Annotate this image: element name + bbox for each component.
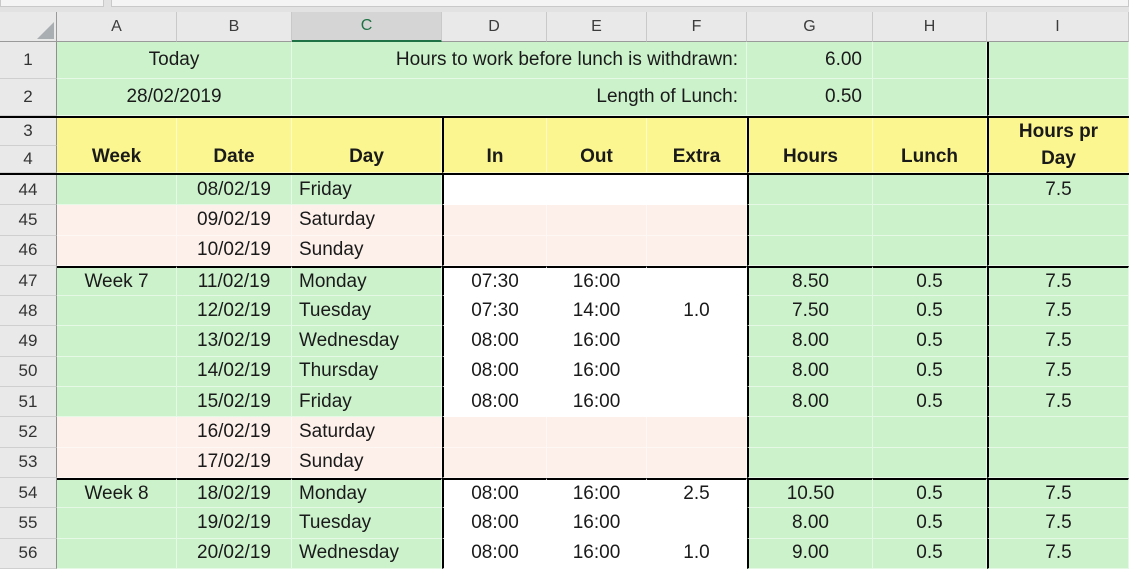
row-header-2[interactable]: 2 (0, 79, 57, 116)
cell-A55[interactable] (57, 508, 177, 538)
table-header-band (0, 116, 1129, 175)
cell-H47[interactable]: 0.5 (873, 266, 987, 296)
cell-F53[interactable] (647, 448, 747, 478)
row-header-3[interactable]: 3 (0, 118, 57, 146)
cell-I56[interactable]: 7.5 (987, 539, 1129, 569)
select-all-triangle-icon (37, 22, 54, 39)
cell-E45[interactable] (547, 205, 647, 235)
cell-lunch-length-label[interactable]: Length of Lunch: (292, 79, 747, 116)
column-header-row (0, 12, 1129, 42)
cell-B53[interactable]: 17/02/19 (177, 448, 292, 478)
cell-I49[interactable]: 7.5 (987, 326, 1129, 356)
sheet-row-52 (0, 417, 1129, 447)
header-hours[interactable]: Hours (747, 118, 873, 173)
cell-A56[interactable] (57, 539, 177, 569)
data-rows (0, 175, 1129, 569)
cell-D56[interactable]: 08:00 (442, 539, 547, 569)
sheet-row-45 (0, 205, 1129, 235)
cell-E44[interactable] (547, 175, 647, 205)
header-date[interactable]: Date (177, 118, 292, 173)
cell-E48[interactable]: 14:00 (547, 296, 647, 326)
header-out[interactable]: Out (547, 118, 647, 173)
cell-I52[interactable] (987, 417, 1129, 447)
cell-D54[interactable]: 08:00 (442, 478, 547, 508)
sheet-row-2 (0, 79, 1129, 116)
cell-B49[interactable]: 13/02/19 (177, 326, 292, 356)
cell-I50[interactable]: 7.5 (987, 357, 1129, 387)
cell-C44[interactable]: Friday (292, 175, 442, 205)
cell-B55[interactable]: 19/02/19 (177, 508, 292, 538)
cell-threshold-label[interactable]: Hours to work before lunch is withdrawn: (292, 42, 747, 79)
cell-E49[interactable]: 16:00 (547, 326, 647, 356)
cell-D55[interactable]: 08:00 (442, 508, 547, 538)
cell-G50[interactable]: 8.00 (747, 357, 873, 387)
cell-D53[interactable] (442, 448, 547, 478)
cell-H50[interactable]: 0.5 (873, 357, 987, 387)
header-extra[interactable]: Extra (647, 118, 747, 173)
cell-C47[interactable]: Monday (292, 266, 442, 296)
cell-G48[interactable]: 7.50 (747, 296, 873, 326)
cell-E50[interactable]: 16:00 (547, 357, 647, 387)
column-header-D[interactable]: D (442, 12, 547, 42)
cell-H49[interactable]: 0.5 (873, 326, 987, 356)
cell-G55[interactable]: 8.00 (747, 508, 873, 538)
column-header-H[interactable]: H (873, 12, 987, 42)
sheet-row-50 (0, 357, 1129, 387)
header-week[interactable]: Week (57, 118, 177, 173)
column-header-F[interactable]: F (647, 12, 747, 42)
cell-F52[interactable] (647, 417, 747, 447)
cell-E52[interactable] (547, 417, 647, 447)
cell-A48[interactable] (57, 296, 177, 326)
cell-C50[interactable]: Thursday (292, 357, 442, 387)
cell-F47[interactable] (647, 266, 747, 296)
cell-today-date[interactable]: 28/02/2019 (57, 79, 292, 116)
cell-B46[interactable]: 10/02/19 (177, 236, 292, 266)
cell-D49[interactable]: 08:00 (442, 326, 547, 356)
column-header-B[interactable]: B (177, 12, 292, 42)
cell-I53[interactable] (987, 448, 1129, 478)
cell-A46[interactable] (57, 236, 177, 266)
cell-E51[interactable]: 16:00 (547, 387, 647, 417)
cell-I46[interactable] (987, 236, 1129, 266)
cell-G45[interactable] (747, 205, 873, 235)
formula-bar-strip (0, 0, 1129, 12)
cell-F46[interactable] (647, 236, 747, 266)
row-header-47[interactable]: 47 (0, 266, 57, 296)
header-hours-pr-day[interactable]: Hours pr Day (987, 118, 1129, 173)
formula-bar[interactable] (111, 0, 1129, 7)
cell-F56[interactable]: 1.0 (647, 539, 747, 569)
cell-H56[interactable]: 0.5 (873, 539, 987, 569)
cell-F55[interactable] (647, 508, 747, 538)
row-header-55[interactable]: 55 (0, 508, 57, 538)
cell-G49[interactable]: 8.00 (747, 326, 873, 356)
cell-B50[interactable]: 14/02/19 (177, 357, 292, 387)
cell-H48[interactable]: 0.5 (873, 296, 987, 326)
cell-C56[interactable]: Wednesday (292, 539, 442, 569)
cell-B54[interactable]: 18/02/19 (177, 478, 292, 508)
cell-E54[interactable]: 16:00 (547, 478, 647, 508)
cell-A49[interactable] (57, 326, 177, 356)
cell-I55[interactable]: 7.5 (987, 508, 1129, 538)
cell-D48[interactable]: 07:30 (442, 296, 547, 326)
row-header-48[interactable]: 48 (0, 296, 57, 326)
cell-I54[interactable]: 7.5 (987, 478, 1129, 508)
cell-E47[interactable]: 16:00 (547, 266, 647, 296)
row-header-4[interactable]: 4 (0, 146, 57, 174)
cell-C48[interactable]: Tuesday (292, 296, 442, 326)
cell-F45[interactable] (647, 205, 747, 235)
cell-C55[interactable]: Tuesday (292, 508, 442, 538)
cell-B48[interactable]: 12/02/19 (177, 296, 292, 326)
header-lunch[interactable]: Lunch (873, 118, 987, 173)
cell-D47[interactable]: 07:30 (442, 266, 547, 296)
cell-H51[interactable]: 0.5 (873, 387, 987, 417)
sheet-row-55 (0, 508, 1129, 538)
cell-B56[interactable]: 20/02/19 (177, 539, 292, 569)
cell-C45[interactable]: Saturday (292, 205, 442, 235)
cell-F44[interactable] (647, 175, 747, 205)
cell-A45[interactable] (57, 205, 177, 235)
cell-G52[interactable] (747, 417, 873, 447)
sheet-row-44 (0, 175, 1129, 205)
cell-A51[interactable] (57, 387, 177, 417)
row-header-54[interactable]: 54 (0, 478, 57, 508)
cell-F50[interactable] (647, 357, 747, 387)
cell-threshold-value[interactable]: 6.00 (747, 42, 873, 79)
cell-A47[interactable]: Week 7 (57, 266, 177, 296)
row-header-44[interactable]: 44 (0, 175, 57, 205)
row-header-56[interactable]: 56 (0, 539, 57, 569)
cell-B47[interactable]: 11/02/19 (177, 266, 292, 296)
sheet-row-49 (0, 326, 1129, 356)
row-header-45[interactable]: 45 (0, 205, 57, 235)
cell-E56[interactable]: 16:00 (547, 539, 647, 569)
cell-C53[interactable]: Sunday (292, 448, 442, 478)
cell-H45[interactable] (873, 205, 987, 235)
cell-F51[interactable] (647, 387, 747, 417)
row-header-51[interactable]: 51 (0, 387, 57, 417)
cell-I47[interactable]: 7.5 (987, 266, 1129, 296)
cell-D52[interactable] (442, 417, 547, 447)
row-header-1[interactable]: 1 (0, 42, 57, 79)
cell-D44[interactable] (442, 175, 547, 205)
cell-E53[interactable] (547, 448, 647, 478)
cell-I2[interactable] (987, 79, 1129, 116)
column-header-I[interactable]: I (987, 12, 1129, 42)
cell-B44[interactable]: 08/02/19 (177, 175, 292, 205)
cell-C46[interactable]: Sunday (292, 236, 442, 266)
sheet-row-53 (0, 448, 1129, 478)
column-headers (57, 12, 1129, 42)
cell-B51[interactable]: 15/02/19 (177, 387, 292, 417)
cell-G54[interactable]: 10.50 (747, 478, 873, 508)
cell-lunch-length-value[interactable]: 0.50 (747, 79, 873, 116)
cell-G51[interactable]: 8.00 (747, 387, 873, 417)
cell-A50[interactable] (57, 357, 177, 387)
cell-D46[interactable] (442, 236, 547, 266)
column-header-A[interactable]: A (57, 12, 177, 42)
select-all-button[interactable] (0, 12, 57, 42)
cell-A54[interactable]: Week 8 (57, 478, 177, 508)
cell-D50[interactable]: 08:00 (442, 357, 547, 387)
sheet-row-1 (0, 42, 1129, 79)
cell-G56[interactable]: 9.00 (747, 539, 873, 569)
row-header-46[interactable]: 46 (0, 236, 57, 266)
cell-A53[interactable] (57, 448, 177, 478)
column-header-G[interactable]: G (747, 12, 873, 42)
cell-B45[interactable]: 09/02/19 (177, 205, 292, 235)
cell-I1[interactable] (987, 42, 1129, 79)
cell-C49[interactable]: Wednesday (292, 326, 442, 356)
sheet-row-51 (0, 387, 1129, 417)
cell-H1[interactable] (873, 42, 987, 79)
sheet-row-47 (0, 266, 1129, 296)
cell-A44[interactable] (57, 175, 177, 205)
cell-E46[interactable] (547, 236, 647, 266)
cell-H2[interactable] (873, 79, 987, 116)
sheet-row-48 (0, 296, 1129, 326)
cell-H53[interactable] (873, 448, 987, 478)
cell-H54[interactable]: 0.5 (873, 478, 987, 508)
cell-today-label[interactable]: Today (57, 42, 292, 79)
column-header-E[interactable]: E (547, 12, 647, 42)
cell-F49[interactable] (647, 326, 747, 356)
sheet-row-56 (0, 539, 1129, 569)
row-header-49[interactable]: 49 (0, 326, 57, 356)
sheet-row-54 (0, 478, 1129, 508)
cell-I45[interactable] (987, 205, 1129, 235)
cell-H52[interactable] (873, 417, 987, 447)
name-box[interactable] (0, 0, 104, 7)
cell-H55[interactable]: 0.5 (873, 508, 987, 538)
row-header-52[interactable]: 52 (0, 417, 57, 447)
cell-F54[interactable]: 2.5 (647, 478, 747, 508)
cell-H46[interactable] (873, 236, 987, 266)
sheet-row-46 (0, 236, 1129, 266)
cell-A52[interactable] (57, 417, 177, 447)
cell-G46[interactable] (747, 236, 873, 266)
cell-G47[interactable]: 8.50 (747, 266, 873, 296)
row-header-50[interactable]: 50 (0, 357, 57, 387)
cell-I51[interactable]: 7.5 (987, 387, 1129, 417)
header-in[interactable]: In (442, 118, 547, 173)
cell-D51[interactable]: 08:00 (442, 387, 547, 417)
cell-G44[interactable] (747, 175, 873, 205)
cell-G53[interactable] (747, 448, 873, 478)
cell-E55[interactable]: 16:00 (547, 508, 647, 538)
cell-H44[interactable] (873, 175, 987, 205)
header-day[interactable]: Day (292, 118, 442, 173)
cell-I44[interactable]: 7.5 (987, 175, 1129, 205)
cell-D45[interactable] (442, 205, 547, 235)
row-header-53[interactable]: 53 (0, 448, 57, 478)
cell-C51[interactable]: Friday (292, 387, 442, 417)
cell-F48[interactable]: 1.0 (647, 296, 747, 326)
cell-C52[interactable]: Saturday (292, 417, 442, 447)
cell-C54[interactable]: Monday (292, 478, 442, 508)
cell-I48[interactable]: 7.5 (987, 296, 1129, 326)
cell-B52[interactable]: 16/02/19 (177, 417, 292, 447)
column-header-C[interactable]: C (292, 12, 442, 42)
